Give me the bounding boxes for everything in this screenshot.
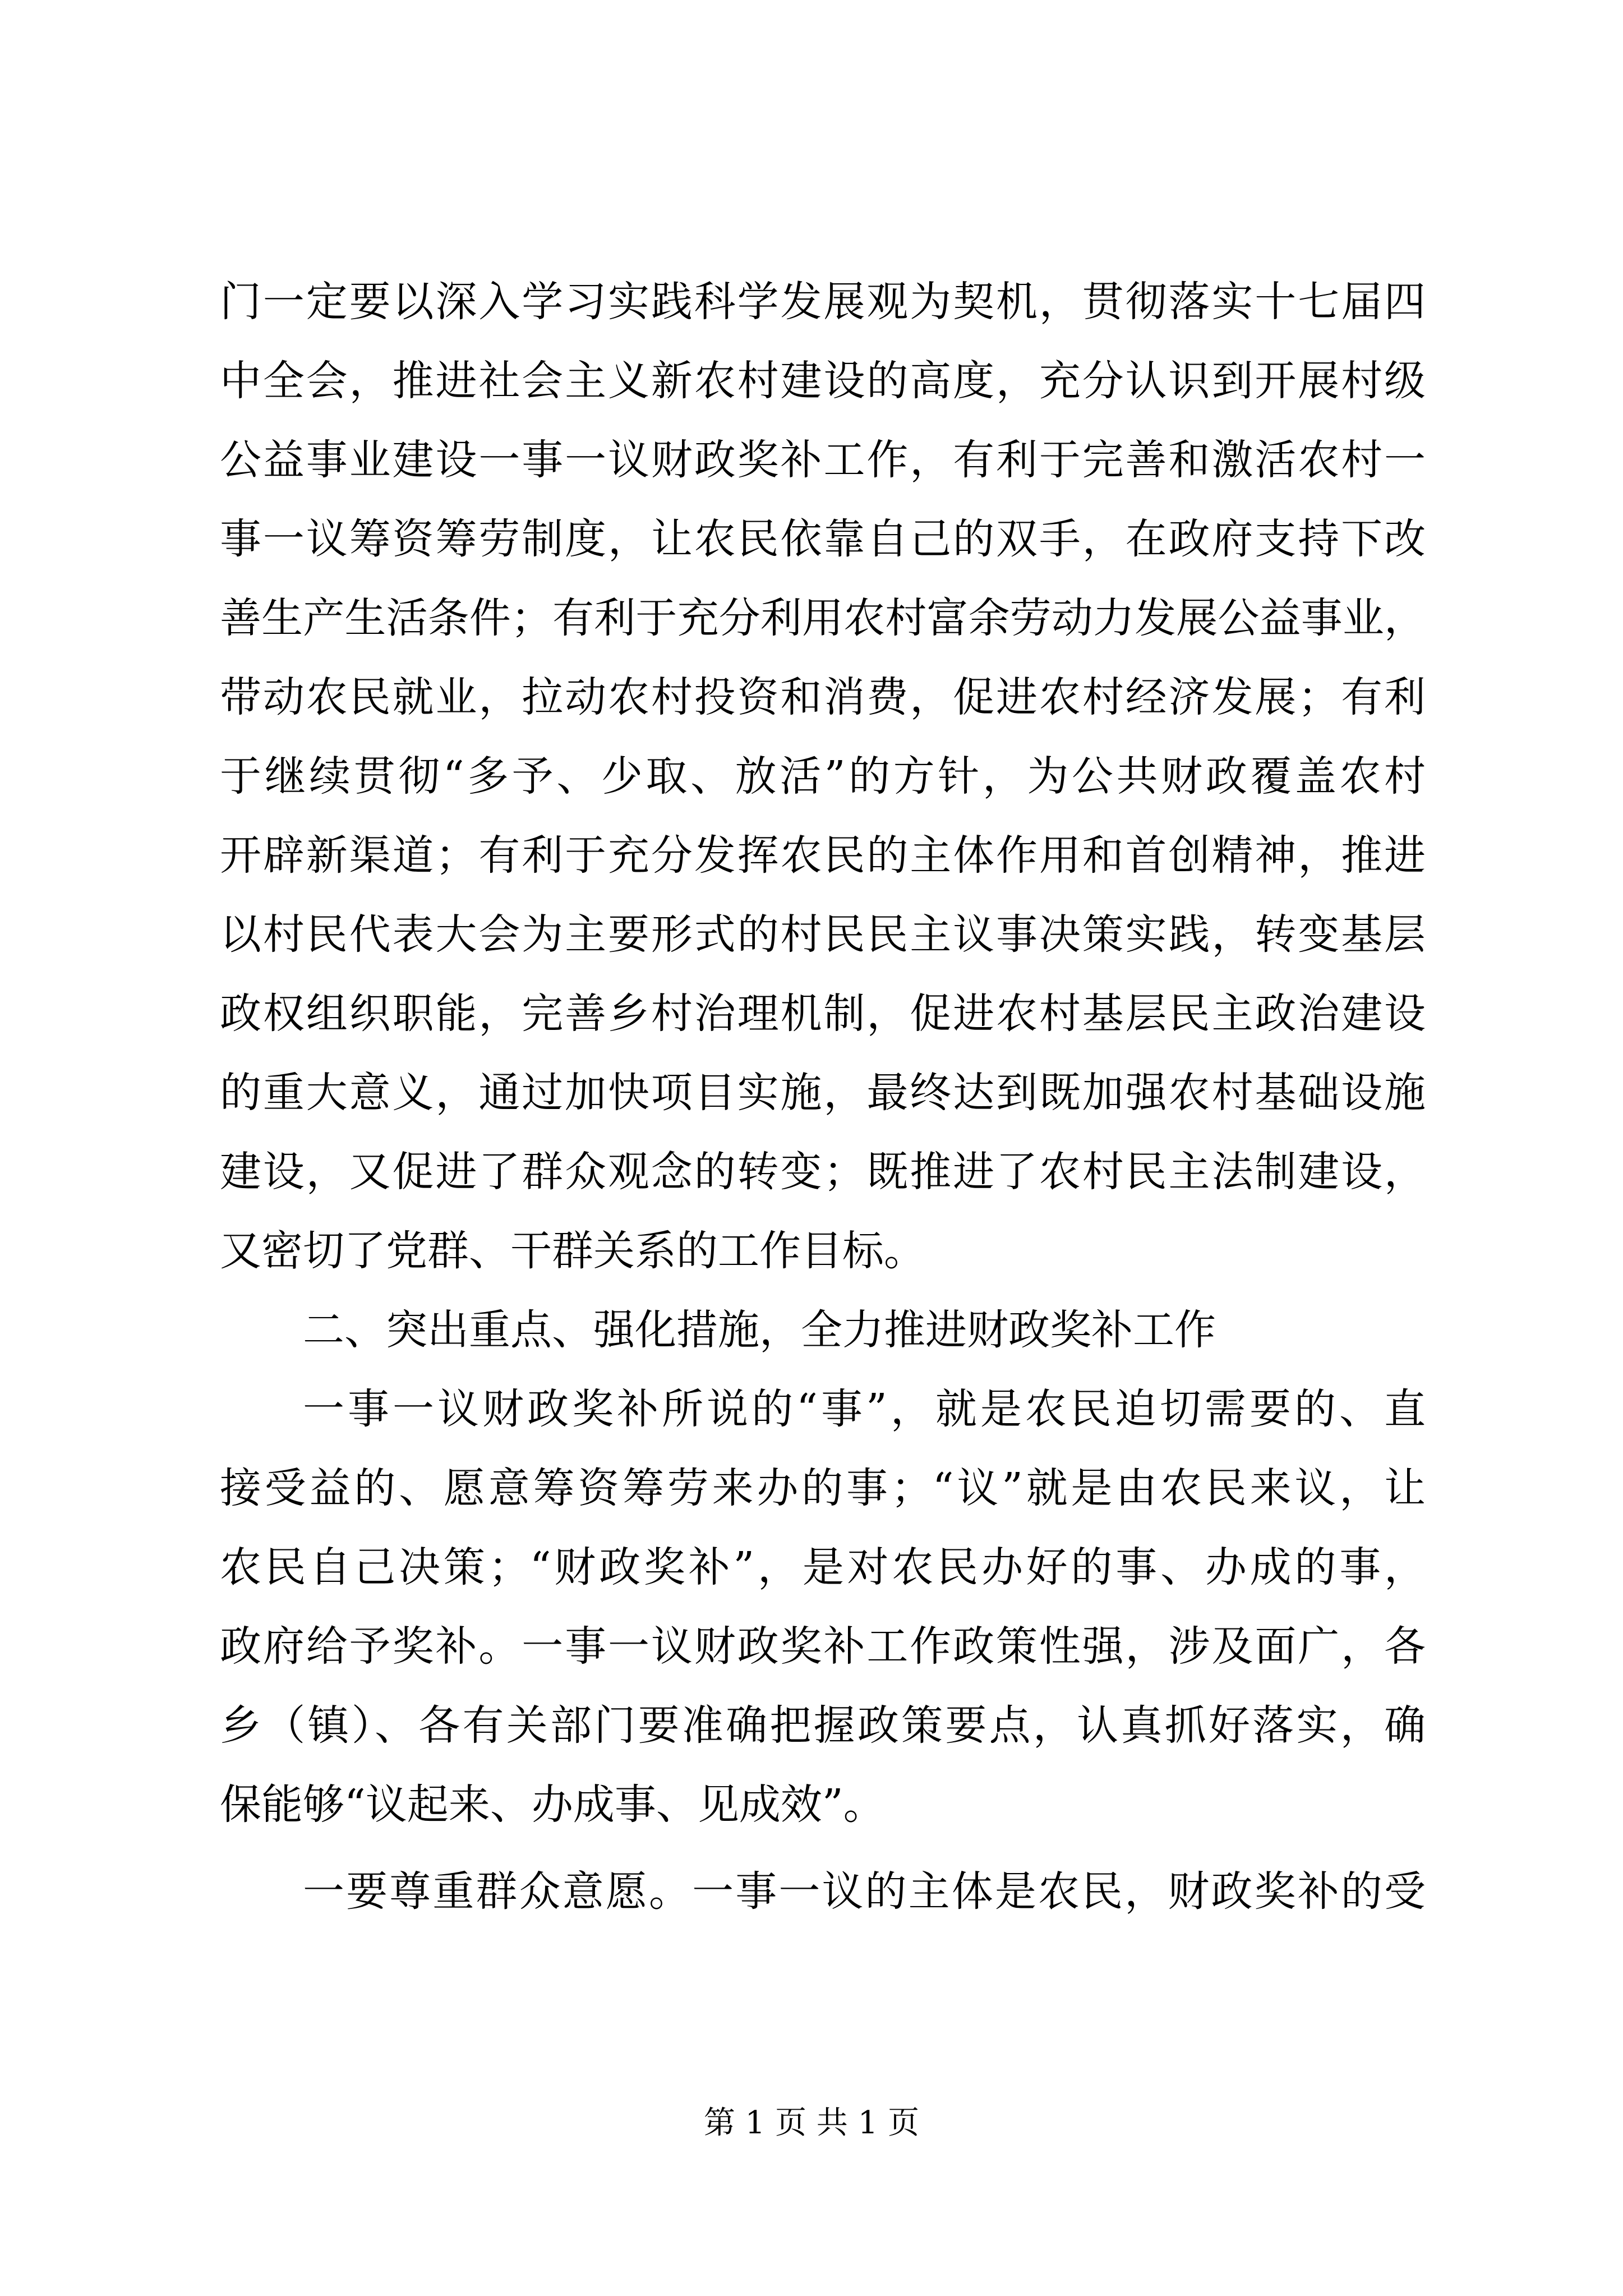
paragraph-gap: [220, 1844, 1426, 1852]
section-heading: 二、突出重点、强化措施，全力推进财政奖补工作: [303, 1306, 1216, 1354]
text-line: 政府给予奖补。一事一议财政奖补工作政策性强，涉及面广，各: [220, 1622, 1426, 1671]
text-line: 一要尊重群众意愿。一事一议的主体是农民，财政奖补的受: [303, 1867, 1426, 1916]
text-line: 建设，又促进了群众观念的转变；既推进了农村民主法制建设，: [220, 1148, 1426, 1196]
text-line: 以村民代表大会为主要形式的村民民主议事决策实践，转变基层: [220, 910, 1426, 959]
text-line: 保能够“议起来、办成事、见成效”。: [220, 1780, 885, 1829]
text-line: 接受益的、愿意筹资筹劳来办的事；“议”就是由农民来议，让: [220, 1464, 1426, 1512]
document-body: [220, 263, 1426, 1931]
page-footer: 第 1 页 共 1 页: [703, 2105, 920, 2141]
text-line: 于继续贯彻“多予、少取、放活”的方针，为公共财政覆盖农村: [220, 752, 1426, 800]
text-line: 又密切了党群、干群关系的工作目标。: [220, 1227, 925, 1275]
text-line: 门一定要以深入学习实践科学发展观为契机，贯彻落实十七届四: [220, 278, 1426, 326]
text-line: 农民自己决策；“财政奖补”，是对农民办好的事、办成的事，: [220, 1543, 1426, 1591]
text-line: 乡（镇）、各有关部门要准确把握政策要点，认真抓好落实，确: [220, 1701, 1426, 1750]
text-line: 带动农民就业，拉动农村投资和消费，促进农村经济发展；有利: [220, 673, 1426, 721]
text-line: 中全会，推进社会主义新农村建设的高度，充分认识到开展村级: [220, 357, 1426, 405]
text-line: 的重大意义，通过加快项目实施，最终达到既加强农村基础设施: [220, 1069, 1426, 1117]
text-line: 政权组织职能，完善乡村治理机制，促进农村基层民主政治建设: [220, 990, 1426, 1038]
text-line: 事一议筹资筹劳制度，让农民依靠自己的双手，在政府支持下改: [220, 515, 1426, 563]
text-line: 一事一议财政奖补所说的“事”，就是农民迫切需要的、直: [303, 1385, 1426, 1433]
text-line: 公益事业建设一事一议财政奖补工作，有利于完善和激活农村一: [220, 436, 1426, 484]
text-line: 开辟新渠道；有利于充分发挥农民的主体作用和首创精神，推进: [220, 831, 1426, 880]
text-line: 善生产生活条件；有利于充分利用农村富余劳动力发展公益事业，: [220, 594, 1426, 642]
